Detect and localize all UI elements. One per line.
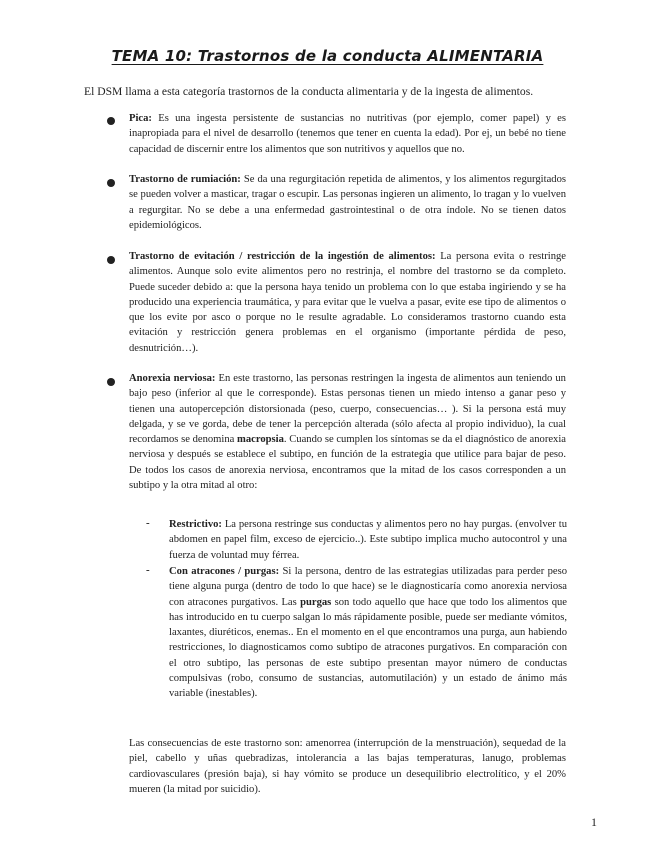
term-evitacion: Trastorno de evitación / restricción de la ingestión de alimentos: [129,251,436,262]
list-item-pica: Pica: Es una ingesta persistente de sustancias no nutritivas (por ejemplo, comer papel) y es inapropiada para el nivel de desarrollo (tenemos que tener en cuenta la edad). Por ej, un bebé no tiene capacidad de discernir entre los alimentos que son nutritivos y aquellos que no. [129,113,566,155]
dash-marker: - [146,517,150,529]
term-rumiacion: Trastorno de rumiación: [129,174,241,185]
term-macropsia: macropsia [237,434,284,446]
intro-paragraph: El DSM llama a esta categoría trastornos de la conducta alimentaria y de la ingesta de alimentos. [84,85,534,98]
list-item-evitacion: Trastorno de evitación / restricción de la ingestión de alimentos: La persona evita o restringe alimentos. Aunque solo evite alimentos pero no restrinja, el nombre del trastorno se da completo. Puede suceder debido a: que la persona haya tenido un problema con lo que estaba ingiriendo y se ha producido una experiencia traumática, y para evitar que le vuelva a pasar, evite ese tipo de alimentos o que los evite por asco o porque no le resulte agradable. Lo consideramos trastorno cuando esta evitación y restricción genera problemas en el organismo (importante pérdida de peso, desnutrición…). [129,251,566,354]
term-purgas: purgas [300,596,332,608]
bullet-icon [107,179,115,187]
bullet-icon [107,117,115,125]
term-pica: Pica: [129,113,152,124]
page-title: TEMA 10: Trastornos de la conducta ALIMENTARIA [111,47,544,65]
subtype-restrictivo: Restrictivo: La persona restringe sus conductas y alimentos pero no hay purgas. (envolver tu abdomen en papel film, exceso de ejercicio..). Este subtipo implica mucho autocontrol y una fuerza de voluntad muy férrea. [169,519,567,561]
dash-marker: - [146,564,150,576]
list-item-rumiacion: Trastorno de rumiación: Se da una regurgitación repetida de alimentos, y los alimentos regurgitados se pueden volver a masticar, tragar o escupir. Las personas ingieren un alimento, lo tragan y lo vuelven a regurgitar. No se debe a una enfermedad gastrointestinal o de otra índole. No se tienen datos epidemiológicos. [129,174,566,231]
term-anorexia: Anorexia nerviosa: [129,373,216,384]
bullet-icon [107,256,115,264]
page-number: 1 [591,815,597,829]
term-restrictivo: Restrictivo: [169,519,222,530]
list-item-anorexia: Anorexia nerviosa: En este trastorno, las personas restringen la ingesta de alimentos aun teniendo un bajo peso (inferior al que le corresponde). Estas personas tienen un miedo intenso a ganar peso y tienen una autopercepción distorsionada (peso, cuerpo, consecuencias… ). Si la persona está muy delgada, y se ve gorda, debe de tener la percepción alterada (sólo afecta al propio individuo), la cual recordamos se denomina macropsia. Cuando se cumplen los síntomas se da el diagnóstico de anorexia nerviosa y después se establece el subtipo, en función de la estrategia que utilice para bajar de peso. De todos los casos de anorexia nerviosa, encontramos que la mitad de los casos corresponden a un subtipo y la otra mitad al otro: [129,373,566,492]
consequences-paragraph: Las consecuencias de este trastorno son: amenorrea (interrupción de la menstruación), sequedad de la piel, cabello y uñas quebradizas, intolerancia a las bajas temperaturas, lanugo, problemas cardiovasculares (presión baja), si hay vómito se produce un desequilibrio electrolítico, y el 20% mueren (la mitad por suicidio). [129,738,566,795]
subtype-atracones-purgas: Con atracones / purgas: Si la persona, dentro de las estrategias utilizadas para perder peso tiene alguna purga (dentro de todo lo que hace) se le diagnosticaría como anorexia nerviosa con atracones purgativos. Las purgas son todo aquello que hace que todo los alimentos que has introducido en tu cuerpo salgan lo más rápidamente posible, puede ser mediante vómitos, laxantes, diuréticos, enemas.. En el momento en el que encontramos una purga, aun habiendo restricciones, lo diagnosticamos como subtipo de atracones purgativos. En comparación con el otro subtipo, las personas de este subtipo presentan mayor número de conductas compulsivas (robo, consumo de sustancias, automutilación) y un estado de ánimo más variable (inestables). [169,566,568,700]
term-atracones-purgas: Con atracones / purgas: [169,566,280,577]
bullet-icon [107,378,115,386]
